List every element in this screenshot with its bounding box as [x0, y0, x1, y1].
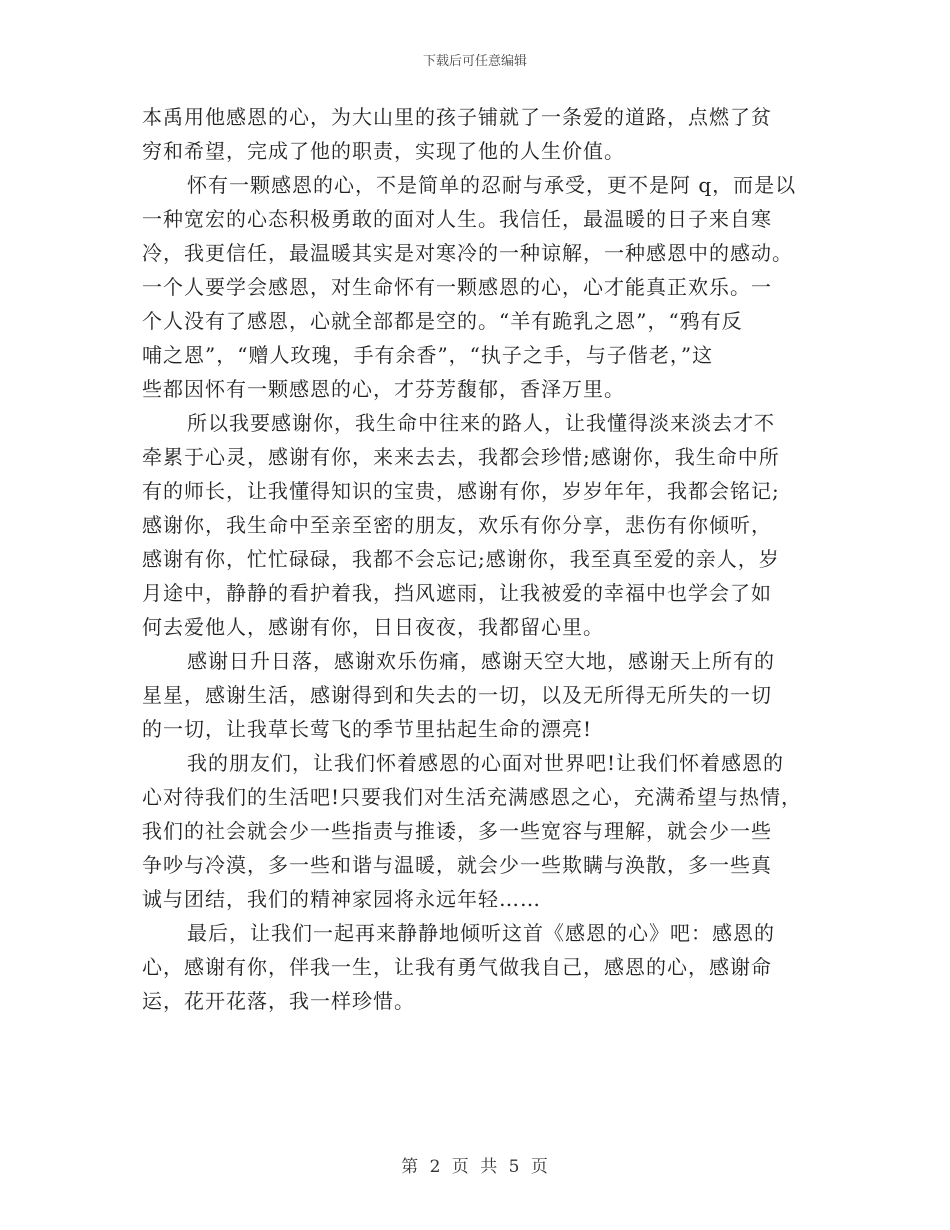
- text-line: 何去爱他人，感谢有你，日日夜夜，我都留心里。: [142, 615, 604, 639]
- text-line: 怀有一颗感恩的心，不是简单的忍耐与承受，更不是阿 q，而是以: [187, 173, 797, 197]
- text-line: 感谢有你，忙忙碌碌，我都不会忘记;感谢你，我至真至爱的亲人，岁: [142, 547, 780, 571]
- text-line: 哺之恩”，“赠人玫瑰，手有余香”，“执子之手，与子偕老，”这: [142, 343, 714, 367]
- text-line: 月途中，静静的看护着我，挡风遮雨，让我被爱的幸福中也学会了如: [142, 581, 772, 605]
- text-line: 感谢你，我生命中至亲至密的朋友，欢乐有你分享，悲伤有你倾听，: [142, 513, 772, 537]
- text-line: 牵累于心灵，感谢有你，来来去去，我都会珍惜;感谢你，我生命中所: [142, 445, 780, 469]
- text-line: 最后，让我们一起再来静静地倾听这首《感恩的心》吧：感恩的: [187, 921, 775, 945]
- text-line: 争吵与冷漠，多一些和谐与温暖，就会少一些欺瞒与涣散，多一些真: [142, 853, 772, 877]
- text-line: 一个人要学会感恩，对生命怀有一颗感恩的心，心才能真正欢乐。一: [142, 275, 772, 299]
- page-header: 下载后可任意编辑: [422, 54, 527, 69]
- text-line: 星星，感谢生活，感谢得到和失去的一切，以及无所得无所失的一切: [142, 683, 772, 707]
- text-line: 的一切，让我草长莺飞的季节里拈起生命的漂亮!: [142, 717, 593, 741]
- text-line: 本禹用他感恩的心，为大山里的孩子铺就了一条爱的道路，点燃了贫: [142, 105, 772, 129]
- text-line: 冷，我更信任，最温暖其实是对寒冷的一种谅解，一种感恩中的感动。: [142, 241, 793, 265]
- text-line: 所以我要感谢你，我生命中往来的路人，让我懂得淡来淡去才不: [187, 411, 775, 435]
- text-line: 感谢日升日落，感谢欢乐伤痛，感谢天空大地，感谢天上所有的: [187, 649, 775, 673]
- text-line: 我的朋友们，让我们怀着感恩的心面对世界吧!让我们怀着感恩的: [187, 751, 785, 775]
- text-line: 心对待我们的生活吧!只要我们对生活充满感恩之心，充满希望与热情，: [142, 785, 803, 809]
- page-footer: 第 2 页 共 5 页: [401, 1157, 549, 1177]
- text-line: 有的师长，让我懂得知识的宝贵，感谢有你，岁岁年年，我都会铭记;: [142, 479, 780, 503]
- text-line: 些都因怀有一颗感恩的心，才芬芳馥郁，香泽万里。: [142, 377, 625, 401]
- text-line: 我们的社会就会少一些指责与推诿，多一些宽容与理解，就会少一些: [142, 819, 772, 843]
- text-line: 穷和希望，完成了他的职责，实现了他的人生价值。: [142, 139, 625, 163]
- text-line: 一种宽宏的心态积极勇敢的面对人生。我信任，最温暖的日子来自寒: [142, 207, 772, 231]
- document-body: [142, 100, 822, 1018]
- text-line: 个人没有了感恩，心就全部都是空的。“羊有跪乳之恩”，“鸦有反: [142, 309, 743, 333]
- text-line: 心，感谢有你，伴我一生，让我有勇气做我自己，感恩的心，感谢命: [142, 955, 772, 979]
- text-line: 诚与团结，我们的精神家园将永远年轻……: [142, 887, 541, 911]
- text-line: 运，花开花落，我一样珍惜。: [142, 989, 415, 1013]
